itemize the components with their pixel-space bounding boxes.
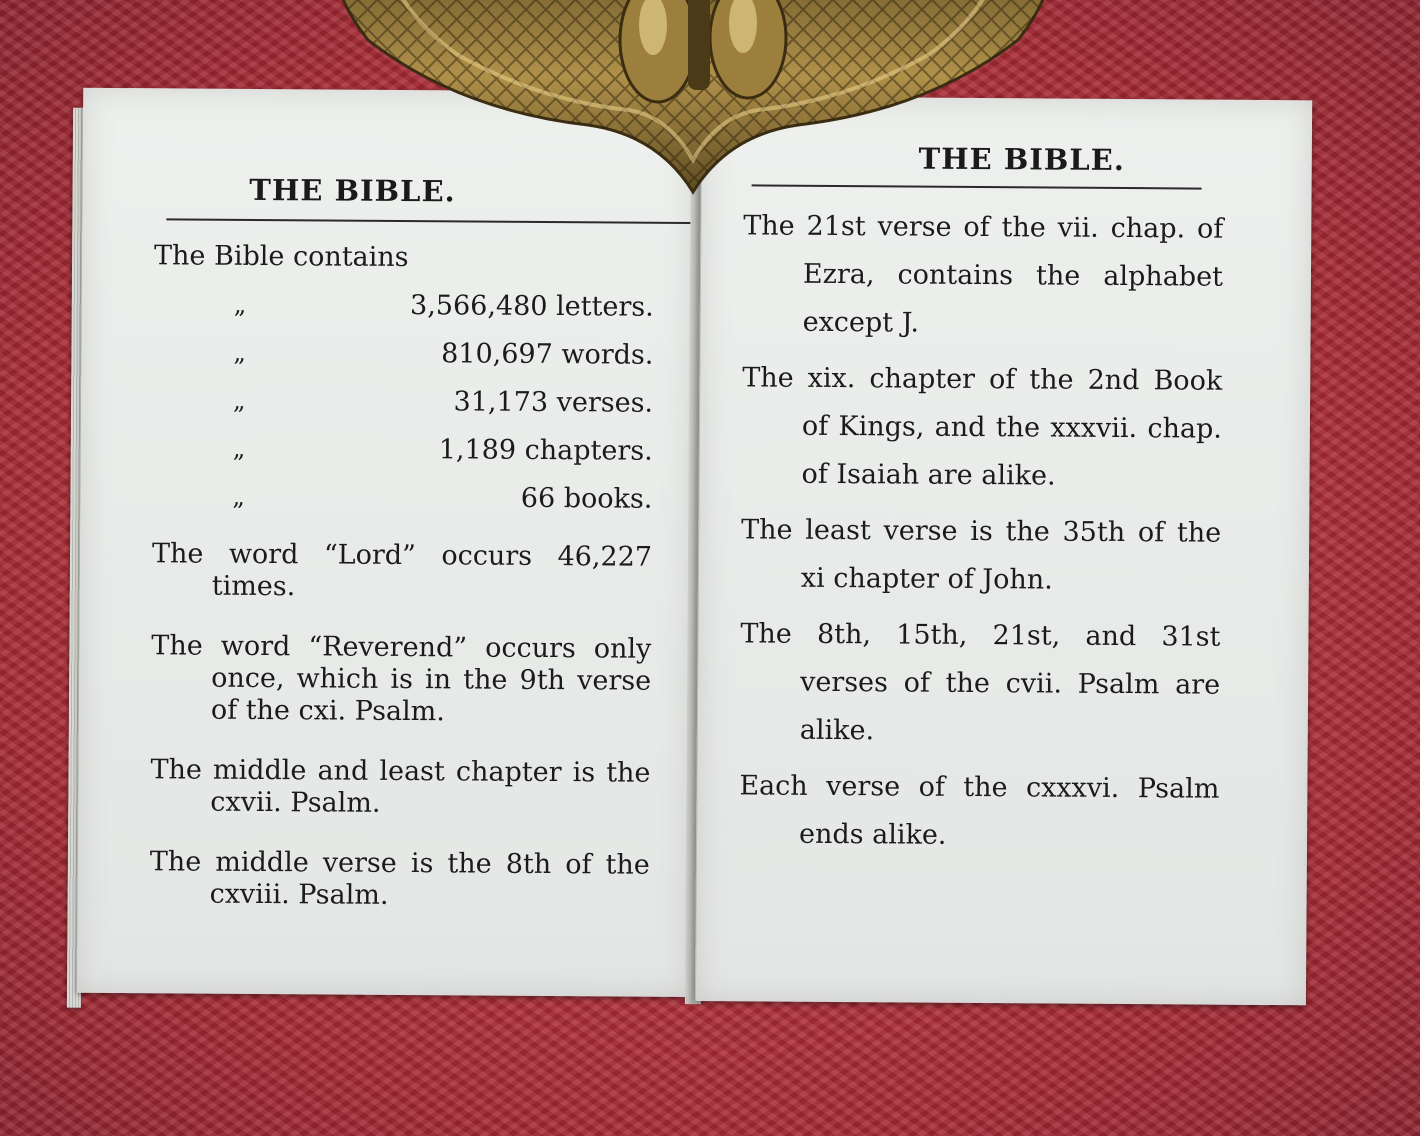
ditto-mark: „: [232, 434, 246, 463]
left-page: [77, 88, 696, 997]
stat-value: 810,697 words.: [441, 338, 654, 371]
brass-clasp-icon: [328, 0, 1058, 195]
miniature-bible: [67, 88, 1313, 1027]
right-page-body: [739, 202, 1224, 869]
stat-row: [153, 432, 653, 483]
right-page: [695, 96, 1312, 1005]
stat-value: 3,566,480 letters.: [409, 290, 654, 323]
stat-row: [153, 384, 653, 435]
intro-line: [154, 240, 654, 291]
fact-paragraph: Each verse of the cxxxvi. Psalm ends alike.: [739, 770, 1220, 851]
fact-paragraph: The middle verse is the 8th of the cxviii. Psalm.: [149, 846, 650, 911]
left-page-body: [149, 240, 654, 941]
stat-row: [153, 336, 653, 387]
fact-paragraph: The word “Lord” occurs 46,227 times.: [151, 538, 653, 603]
fact-paragraph: The 8th, 15th, 21st, and 31st verses of the cvii. Psalm are alike.: [740, 618, 1221, 747]
ditto-mark: „: [232, 482, 245, 511]
fact-paragraph: The word “Reverend” occurs only once, which is in the 9th verse of the cxi. Psalm.: [151, 630, 652, 728]
intro-text: The Bible contains: [153, 240, 409, 274]
stat-value: 66 books.: [520, 482, 653, 515]
fact-paragraph: The 21st verse of the vii. chap. of Ezra, contains the alphabet except J.: [743, 210, 1224, 339]
stat-row: [152, 480, 652, 531]
fact-paragraph: The middle and least chapter is the cxvii. Psalm.: [150, 754, 651, 819]
fact-paragraph: The xix. chapter of the 2nd Book of Kings, and the xxxvii. chap. of Isaiah are alike.: [742, 362, 1223, 492]
stat-value: 1,189 chapters.: [438, 434, 653, 467]
stat-row: [154, 288, 654, 339]
ditto-mark: „: [233, 290, 247, 319]
stat-value: 31,173 verses.: [453, 386, 654, 419]
ditto-mark: „: [232, 386, 246, 415]
left-page-heading: THE BIBLE.: [249, 172, 456, 209]
right-page-heading: THE BIBLE.: [918, 141, 1126, 178]
fact-paragraph: The least verse is the 35th of the xi chapter of John.: [741, 514, 1222, 596]
left-heading-rule: [166, 218, 722, 224]
ditto-mark: „: [233, 338, 246, 367]
